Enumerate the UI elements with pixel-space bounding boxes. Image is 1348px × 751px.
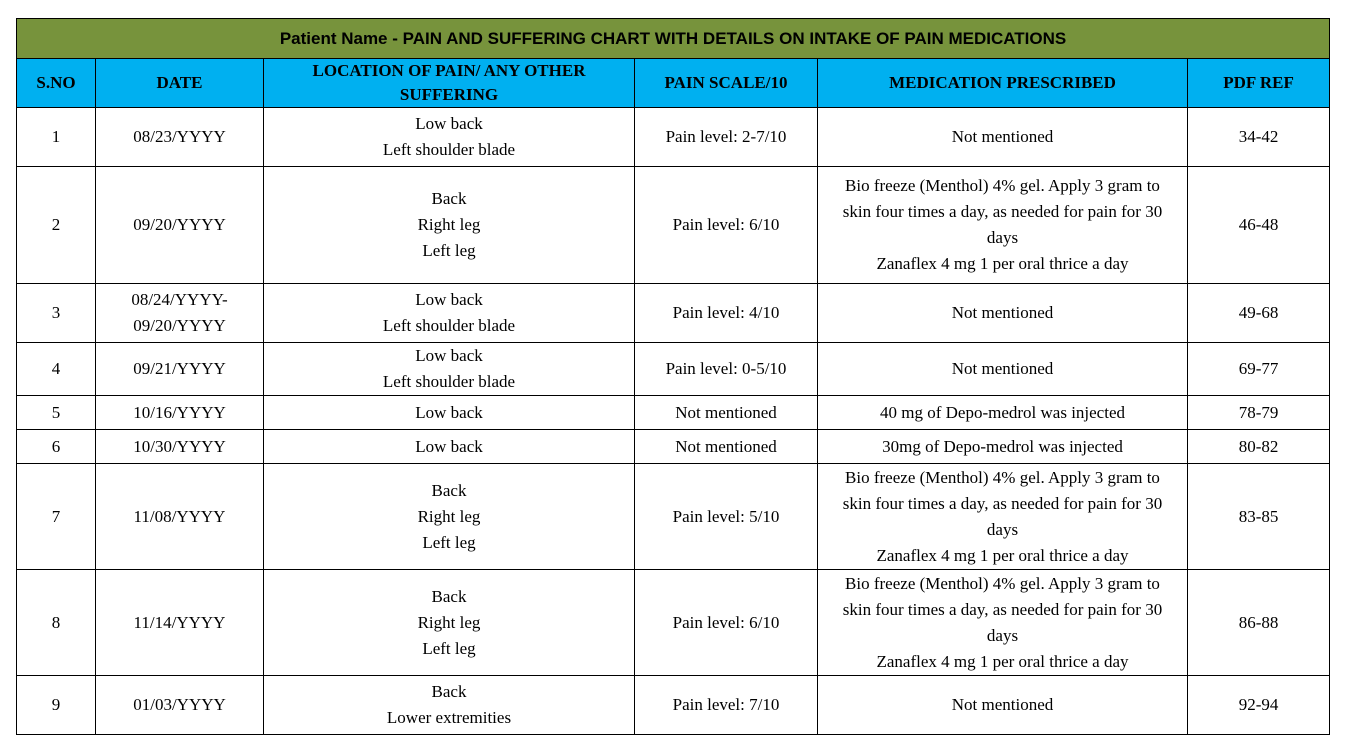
cell-location-line: Low back — [415, 346, 483, 365]
cell-medication-line: days — [986, 228, 1019, 247]
cell-date-line: 08/24/YYYY- — [131, 290, 228, 309]
cell-sno: 5 — [17, 396, 96, 430]
cell-location — [264, 570, 635, 676]
header-sno: S.NO — [17, 59, 96, 108]
cell-pain-scale: Pain level: 0-5/10 — [635, 343, 818, 396]
table-row — [17, 396, 1330, 430]
cell-sno: 9 — [17, 676, 96, 735]
cell-location-line: Right leg — [417, 506, 481, 526]
cell-pdf-ref: 69-77 — [1188, 343, 1330, 396]
cell-sno: 1 — [17, 108, 96, 167]
cell-date — [96, 396, 264, 430]
cell-pdf-ref: 34-42 — [1188, 108, 1330, 167]
cell-location-line: Low back — [415, 402, 483, 422]
cell-sno: 7 — [17, 464, 96, 570]
cell-medication-line: Bio freeze (Menthol) 4% gel. Apply 3 gram to — [845, 467, 1160, 487]
cell-medication-line: Not mentioned — [951, 127, 1054, 146]
cell-date-line: 10/16/YYYY — [133, 402, 226, 422]
table-row — [17, 676, 1330, 735]
cell-location-line: Right leg — [417, 215, 481, 234]
cell-location — [264, 167, 635, 284]
cell-location-line: Left shoulder blade — [382, 372, 516, 391]
pain-table — [16, 18, 1330, 735]
cell-date — [96, 108, 264, 167]
cell-medication-line: Zanaflex 4 mg 1 per oral thrice a day — [876, 651, 1129, 671]
cell-medication-line: Not mentioned — [951, 359, 1054, 378]
cell-date-line: 09/20/YYYY — [133, 215, 226, 234]
cell-medication-line: Bio freeze (Menthol) 4% gel. Apply 3 gram to — [845, 573, 1160, 593]
cell-date-line: 08/23/YYYY — [133, 127, 226, 146]
cell-medication — [818, 108, 1188, 167]
table-row — [17, 430, 1330, 464]
cell-medication-line: 40 mg of Depo-medrol was injected — [879, 402, 1125, 422]
cell-location-line: Back — [431, 682, 467, 701]
table-row — [17, 284, 1330, 343]
cell-medication-line: days — [986, 519, 1019, 539]
cell-date-line: 09/21/YYYY — [133, 359, 226, 378]
table-row — [17, 108, 1330, 167]
cell-date — [96, 343, 264, 396]
header-medication: MEDICATION PRESCRIBED — [818, 59, 1188, 108]
cell-pain-scale: Pain level: 6/10 — [635, 167, 818, 284]
cell-sno: 8 — [17, 570, 96, 676]
cell-location — [264, 464, 635, 570]
table-row — [17, 464, 1330, 570]
cell-medication — [818, 676, 1188, 735]
cell-medication-line: days — [986, 625, 1019, 645]
cell-pdf-ref: 83-85 — [1188, 464, 1330, 570]
cell-medication — [818, 396, 1188, 430]
table-row — [17, 167, 1330, 284]
cell-location-line: Left shoulder blade — [382, 140, 516, 159]
cell-medication — [818, 284, 1188, 343]
cell-pdf-ref: 49-68 — [1188, 284, 1330, 343]
cell-medication — [818, 430, 1188, 464]
cell-location-line: Left shoulder blade — [382, 316, 516, 335]
cell-sno: 2 — [17, 167, 96, 284]
cell-date — [96, 167, 264, 284]
cell-medication-line: skin four times a day, as needed for pain for 30 — [842, 493, 1163, 513]
cell-location — [264, 284, 635, 343]
cell-medication-line: Zanaflex 4 mg 1 per oral thrice a day — [876, 254, 1129, 273]
cell-pdf-ref: 78-79 — [1188, 396, 1330, 430]
cell-location — [264, 343, 635, 396]
cell-pdf-ref: 46-48 — [1188, 167, 1330, 284]
cell-date-line: 01/03/YYYY — [133, 695, 226, 714]
cell-medication — [818, 343, 1188, 396]
cell-location-line: Left leg — [422, 532, 476, 552]
cell-medication-line: skin four times a day, as needed for pain for 30 — [842, 599, 1163, 619]
cell-location-line: Left leg — [422, 241, 476, 260]
chart-title: Patient Name - PAIN AND SUFFERING CHART WITH DETAILS ON INTAKE OF PAIN MEDICATIONS — [17, 19, 1330, 59]
cell-location — [264, 676, 635, 735]
pain-chart — [16, 18, 1329, 735]
cell-medication — [818, 464, 1188, 570]
cell-pain-scale: Pain level: 4/10 — [635, 284, 818, 343]
cell-sno: 6 — [17, 430, 96, 464]
header-pdf-ref: PDF REF — [1188, 59, 1330, 108]
cell-date — [96, 430, 264, 464]
header-location: LOCATION OF PAIN/ ANY OTHER SUFFERING — [264, 59, 635, 108]
cell-date — [96, 284, 264, 343]
cell-location-line: Back — [431, 586, 467, 606]
cell-date — [96, 676, 264, 735]
cell-location-line: Back — [431, 480, 467, 500]
cell-medication-line: Bio freeze (Menthol) 4% gel. Apply 3 gram to — [845, 176, 1160, 195]
cell-pdf-ref: 86-88 — [1188, 570, 1330, 676]
table-row — [17, 343, 1330, 396]
header-pain-scale: PAIN SCALE/10 — [635, 59, 818, 108]
cell-pdf-ref: 80-82 — [1188, 430, 1330, 464]
cell-sno: 3 — [17, 284, 96, 343]
cell-location-line: Right leg — [417, 612, 481, 632]
cell-medication-line: 30mg of Depo-medrol was injected — [882, 436, 1123, 456]
cell-pdf-ref: 92-94 — [1188, 676, 1330, 735]
cell-pain-scale: Not mentioned — [635, 430, 818, 464]
cell-medication — [818, 167, 1188, 284]
cell-date-line: 11/08/YYYY — [133, 506, 226, 526]
cell-location-line: Low back — [415, 290, 483, 309]
cell-location-line: Back — [431, 189, 467, 208]
cell-sno: 4 — [17, 343, 96, 396]
cell-location-line: Low back — [415, 436, 483, 456]
cell-date-line: 10/30/YYYY — [133, 436, 226, 456]
cell-date — [96, 464, 264, 570]
cell-location-line: Left leg — [422, 638, 476, 658]
cell-date — [96, 570, 264, 676]
cell-location — [264, 430, 635, 464]
cell-location-line: Low back — [415, 114, 483, 133]
table-row — [17, 570, 1330, 676]
cell-location — [264, 396, 635, 430]
cell-medication-line: Not mentioned — [951, 695, 1054, 714]
cell-location-line: Lower extremities — [386, 708, 512, 727]
cell-date-line: 11/14/YYYY — [133, 612, 226, 632]
cell-pain-scale: Pain level: 7/10 — [635, 676, 818, 735]
cell-pain-scale: Pain level: 6/10 — [635, 570, 818, 676]
header-date: DATE — [96, 59, 264, 108]
cell-medication-line: Not mentioned — [951, 303, 1054, 322]
cell-date-line: 09/20/YYYY — [133, 316, 226, 335]
cell-medication — [818, 570, 1188, 676]
cell-medication-line: skin four times a day, as needed for pain for 30 — [842, 202, 1163, 221]
header-row — [17, 59, 1330, 108]
cell-pain-scale: Pain level: 5/10 — [635, 464, 818, 570]
title-row — [17, 19, 1330, 59]
cell-medication-line: Zanaflex 4 mg 1 per oral thrice a day — [876, 545, 1129, 565]
cell-location — [264, 108, 635, 167]
cell-pain-scale: Pain level: 2-7/10 — [635, 108, 818, 167]
cell-pain-scale: Not mentioned — [635, 396, 818, 430]
